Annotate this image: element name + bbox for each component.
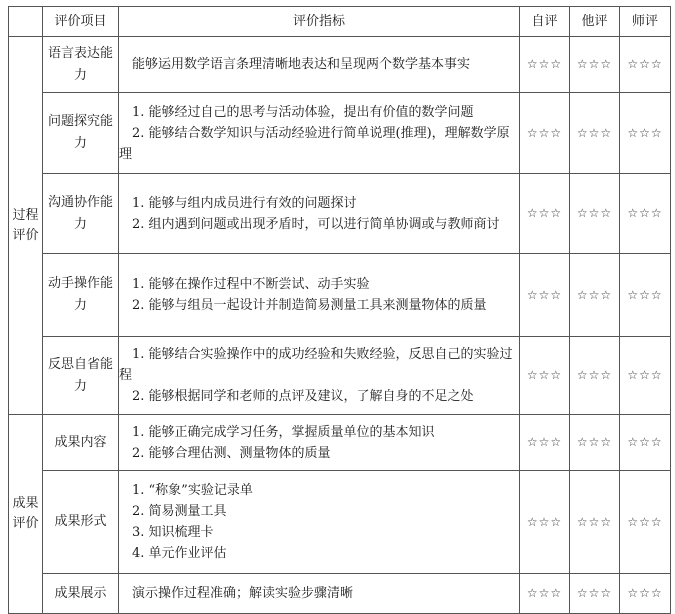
table-row (9, 93, 671, 174)
peer-rating-stars[interactable]: ☆☆☆ (570, 254, 620, 337)
teacher-rating-stars[interactable]: ☆☆☆ (620, 415, 671, 471)
peer-rating-stars[interactable]: ☆☆☆ (570, 93, 620, 174)
table-row (9, 337, 671, 415)
self-rating-stars[interactable]: ☆☆☆ (520, 93, 570, 174)
self-rating-stars[interactable]: ☆☆☆ (520, 174, 570, 254)
header-row (9, 7, 671, 37)
indicator-line: 演示操作过程准确；解读实验步骤清晰 (132, 586, 354, 601)
header-indicator: 评价指标 (119, 7, 520, 37)
header-blank (9, 7, 43, 37)
teacher-rating-stars[interactable]: ☆☆☆ (620, 254, 671, 337)
indicator-cell (119, 415, 520, 471)
indicator-line: 2. 能够结合数学知识与活动经验进行简单说理(推理)，理解数学原理 (119, 125, 510, 162)
self-rating-stars[interactable]: ☆☆☆ (520, 37, 570, 93)
indicator-line: 能够运用数学语言条理清晰地表达和呈现两个数学基本事实 (132, 57, 471, 72)
peer-rating-stars[interactable]: ☆☆☆ (570, 37, 620, 93)
teacher-rating-stars[interactable]: ☆☆☆ (620, 471, 671, 574)
header-teacher: 师评 (620, 7, 671, 37)
peer-rating-stars[interactable]: ☆☆☆ (570, 471, 620, 574)
indicator-line: 2. 能够根据同学和老师的点评及建议，了解自身的不足之处 (132, 389, 474, 404)
indicator-line: 1. 能够结合实验操作中的成功经验和失败经验，反思自己的实验过程 (119, 347, 513, 383)
teacher-rating-stars[interactable]: ☆☆☆ (620, 174, 671, 254)
table-row (9, 254, 671, 337)
table-row (9, 37, 671, 93)
indicator-line: 4. 单元作业评估 (132, 546, 227, 561)
table-row (9, 415, 671, 471)
evaluation-table (8, 6, 671, 614)
item-cell: 成果形式 (43, 471, 119, 574)
item-cell: 语言表达能力 (43, 37, 119, 93)
indicator-cell (119, 471, 520, 574)
group-process-label: 过程评价 (9, 37, 43, 415)
self-rating-stars[interactable]: ☆☆☆ (520, 574, 570, 614)
indicator-line: 2. 能够合理估测、测量物体的质量 (132, 445, 331, 461)
indicator-line: 1. 能够在操作过程中不断尝试、动手实验 (132, 277, 370, 292)
indicator-line: 3. 知识梳理卡 (132, 525, 214, 540)
indicator-cell (119, 37, 520, 93)
indicator-line: 1. 能够经过自己的思考与活动体验，提出有价值的数学问题 (132, 104, 474, 120)
indicator-cell (119, 574, 520, 614)
teacher-rating-stars[interactable]: ☆☆☆ (620, 37, 671, 93)
teacher-rating-stars[interactable]: ☆☆☆ (620, 93, 671, 174)
indicator-line: 1. “称象”实验记录单 (132, 483, 253, 498)
item-cell: 成果内容 (43, 415, 119, 471)
indicator-line: 1. 能够正确完成学习任务，掌握质量单位的基本知识 (132, 424, 435, 440)
table-row (9, 174, 671, 254)
self-rating-stars[interactable]: ☆☆☆ (520, 254, 570, 337)
header-peer: 他评 (570, 7, 620, 37)
indicator-cell (119, 174, 520, 254)
item-cell: 动手操作能力 (43, 254, 119, 337)
indicator-cell (119, 254, 520, 337)
item-cell: 沟通协作能力 (43, 174, 119, 254)
indicator-line: 2. 能够与组员一起设计并制造简易测量工具来测量物体的质量 (132, 298, 487, 313)
self-rating-stars[interactable]: ☆☆☆ (520, 471, 570, 574)
peer-rating-stars[interactable]: ☆☆☆ (570, 574, 620, 614)
peer-rating-stars[interactable]: ☆☆☆ (570, 415, 620, 471)
group-result-label: 成果评价 (9, 415, 43, 614)
indicator-cell (119, 93, 520, 174)
self-rating-stars[interactable]: ☆☆☆ (520, 337, 570, 415)
item-cell: 反思自省能力 (43, 337, 119, 415)
teacher-rating-stars[interactable]: ☆☆☆ (620, 337, 671, 415)
header-self: 自评 (520, 7, 570, 37)
peer-rating-stars[interactable]: ☆☆☆ (570, 337, 620, 415)
item-cell: 问题探究能力 (43, 93, 119, 174)
item-cell: 成果展示 (43, 574, 119, 614)
indicator-line: 1. 能够与组内成员进行有效的问题探讨 (132, 195, 357, 211)
peer-rating-stars[interactable]: ☆☆☆ (570, 174, 620, 254)
header-item: 评价项目 (43, 7, 119, 37)
self-rating-stars[interactable]: ☆☆☆ (520, 415, 570, 471)
table-row (9, 574, 671, 614)
indicator-line: 2. 组内遇到问题或出现矛盾时，可以进行简单协调或与教师商讨 (132, 216, 500, 232)
indicator-line: 2. 简易测量工具 (132, 504, 227, 519)
indicator-cell (119, 337, 520, 415)
teacher-rating-stars[interactable]: ☆☆☆ (620, 574, 671, 614)
table-row (9, 471, 671, 574)
